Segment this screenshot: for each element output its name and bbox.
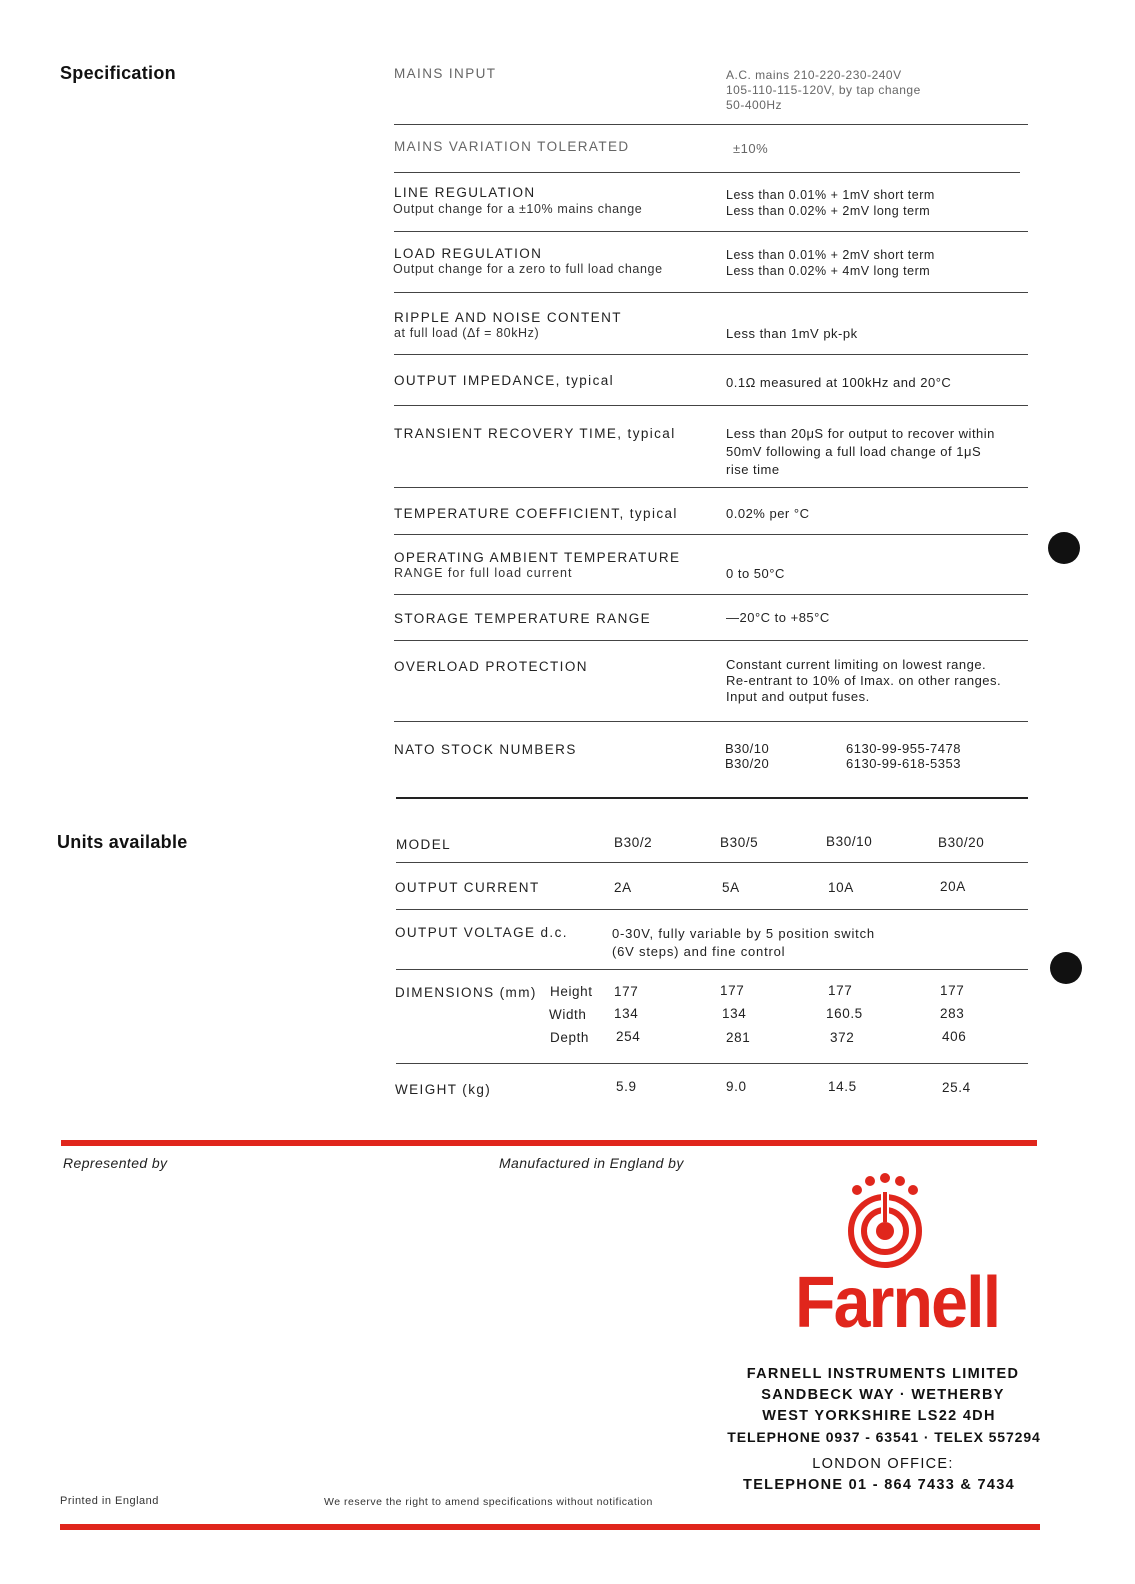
height-value: 177 — [828, 983, 853, 998]
top-red-rule — [61, 1140, 1037, 1146]
model-name: B30/10 — [826, 834, 873, 849]
spec-value-mains-input: A.C. mains 210-220-230-240V 105-110-115-120V, by tap change 50-400Hz — [726, 68, 921, 112]
address-line-1: SANDBECK WAY · WETHERBY — [761, 1387, 1005, 1403]
brand-wordmark: Farnell — [795, 1263, 1000, 1343]
dimensions-label: DIMENSIONS (mm) — [395, 985, 537, 1000]
divider — [396, 909, 1028, 910]
depth-value: 406 — [942, 1029, 967, 1044]
spec-label-load-regulation: LOAD REGULATION — [394, 246, 543, 261]
punch-hole — [1050, 952, 1082, 984]
disclaimer: We reserve the right to amend specifications without notification — [324, 1496, 653, 1508]
bottom-red-rule — [60, 1524, 1040, 1530]
dimension-label-height: Height — [550, 984, 593, 999]
divider — [394, 487, 1028, 488]
spec-label-overload-protection: OVERLOAD PROTECTION — [394, 659, 588, 674]
spec-sub-ripple-noise: at full load (Δf = 80kHz) — [394, 326, 540, 340]
divider — [394, 594, 1028, 595]
spec-value-line-regulation: Less than 0.01% + 1mV short term Less than 0.02% + 2mV long term — [726, 188, 935, 218]
weight-value: 14.5 — [828, 1079, 857, 1094]
spec-label-ripple-noise: RIPPLE AND NOISE CONTENT — [394, 310, 622, 325]
spec-value-ripple-noise: Less than 1mV pk-pk — [726, 326, 858, 341]
divider — [394, 721, 1028, 722]
company-name: FARNELL INSTRUMENTS LIMITED — [746, 1366, 1020, 1382]
divider — [394, 405, 1028, 406]
dimension-label-width: Width — [549, 1007, 587, 1022]
model-name: B30/20 — [938, 835, 985, 850]
printed-in: Printed in England — [60, 1495, 159, 1507]
output-current-label: OUTPUT CURRENT — [395, 880, 540, 895]
spec-label-mains-input: MAINS INPUT — [394, 66, 497, 81]
spec-value-temperature-coefficient: 0.02% per °C — [726, 506, 810, 521]
output-current-value: 5A — [722, 880, 740, 895]
specification-heading: Specification — [60, 63, 176, 83]
spec-value-storage-temperature: —20°C to +85°C — [726, 610, 830, 625]
spec-label-mains-variation: MAINS VARIATION TOLERATED — [394, 139, 630, 154]
width-value: 134 — [614, 1006, 639, 1021]
width-value: 160.5 — [826, 1006, 863, 1021]
nato-label: NATO STOCK NUMBERS — [394, 742, 577, 757]
divider — [394, 172, 1020, 173]
spec-value-overload-protection: Constant current limiting on lowest range. Re-entrant to 10% of Imax. on other ranges. Input and output fuses. — [726, 657, 1002, 704]
spec-label-temperature-coefficient: TEMPERATURE COEFFICIENT, typical — [394, 506, 678, 521]
nato-number: 6130-99-955-7478 — [846, 741, 961, 756]
spec-label-transient-recovery: TRANSIENT RECOVERY TIME, typical — [394, 426, 676, 441]
units-model-label: MODEL — [396, 837, 452, 852]
spec-value-operating-temperature: 0 to 50°C — [726, 566, 785, 581]
units-heading: Units available — [57, 832, 188, 852]
spec-label-storage-temperature: STORAGE TEMPERATURE RANGE — [394, 611, 652, 626]
spec-value-mains-variation: ±10% — [733, 141, 769, 156]
spec-sub-line-regulation: Output change for a ±10% mains change — [393, 202, 643, 216]
divider — [396, 797, 1028, 799]
spec-value-output-impedance: 0.1Ω measured at 100kHz and 20°C — [726, 375, 952, 390]
weight-label: WEIGHT (kg) — [395, 1082, 492, 1097]
london-telephone: TELEPHONE 01 - 864 7433 & 7434 — [743, 1477, 1015, 1493]
divider — [396, 1063, 1028, 1064]
manufactured-by: Manufactured in England by — [499, 1155, 684, 1171]
punch-hole — [1048, 532, 1080, 564]
output-current-value: 2A — [614, 880, 632, 895]
divider — [396, 862, 1028, 863]
depth-value: 281 — [726, 1030, 751, 1045]
divider — [394, 354, 1028, 355]
divider — [394, 640, 1028, 641]
width-value: 134 — [722, 1006, 747, 1021]
spec-value-load-regulation: Less than 0.01% + 2mV short term Less than 0.02% + 4mV long term — [726, 248, 935, 278]
divider — [396, 969, 1028, 970]
width-value: 283 — [940, 1006, 965, 1021]
height-value: 177 — [940, 983, 965, 998]
divider — [394, 292, 1028, 293]
height-value: 177 — [720, 983, 745, 998]
represented-by: Represented by — [63, 1155, 168, 1171]
depth-value: 254 — [616, 1029, 641, 1044]
spec-value-transient-recovery: Less than 20μS for output to recover within 50mV following a full load change of 1μS rise time — [726, 426, 995, 477]
output-current-value: 20A — [940, 879, 966, 894]
address-line-2: WEST YORKSHIRE LS22 4DH — [762, 1408, 996, 1424]
weight-value: 25.4 — [942, 1080, 971, 1095]
height-value: 177 — [614, 984, 639, 999]
nato-number: 6130-99-618-5353 — [846, 756, 961, 771]
dimension-label-depth: Depth — [550, 1030, 590, 1045]
spec-label-line-regulation: LINE REGULATION — [394, 185, 536, 200]
weight-value: 9.0 — [726, 1079, 747, 1094]
spec-sub-operating-temperature: RANGE for full load current — [394, 566, 573, 580]
nato-model: B30/20 — [725, 756, 770, 771]
telephone-line: TELEPHONE 0937 - 63541 · TELEX 557294 — [727, 1429, 1041, 1445]
spec-sub-load-regulation: Output change for a zero to full load change — [393, 262, 663, 276]
output-voltage-label: OUTPUT VOLTAGE d.c. — [395, 925, 568, 940]
model-name: B30/5 — [720, 835, 759, 850]
london-office-label: LONDON OFFICE: — [812, 1456, 954, 1472]
spec-label-operating-temperature: OPERATING AMBIENT TEMPERATURE — [394, 550, 681, 565]
model-name: B30/2 — [614, 835, 653, 850]
divider — [394, 534, 1028, 535]
spec-label-output-impedance: OUTPUT IMPEDANCE, typical — [394, 373, 615, 388]
output-voltage-value: 0-30V, fully variable by 5 position switch (6V steps) and fine control — [612, 926, 875, 959]
weight-value: 5.9 — [616, 1079, 637, 1094]
nato-model: B30/10 — [725, 741, 770, 756]
output-current-value: 10A — [828, 880, 854, 895]
depth-value: 372 — [830, 1030, 855, 1045]
divider — [394, 231, 1028, 232]
divider — [394, 124, 1028, 125]
